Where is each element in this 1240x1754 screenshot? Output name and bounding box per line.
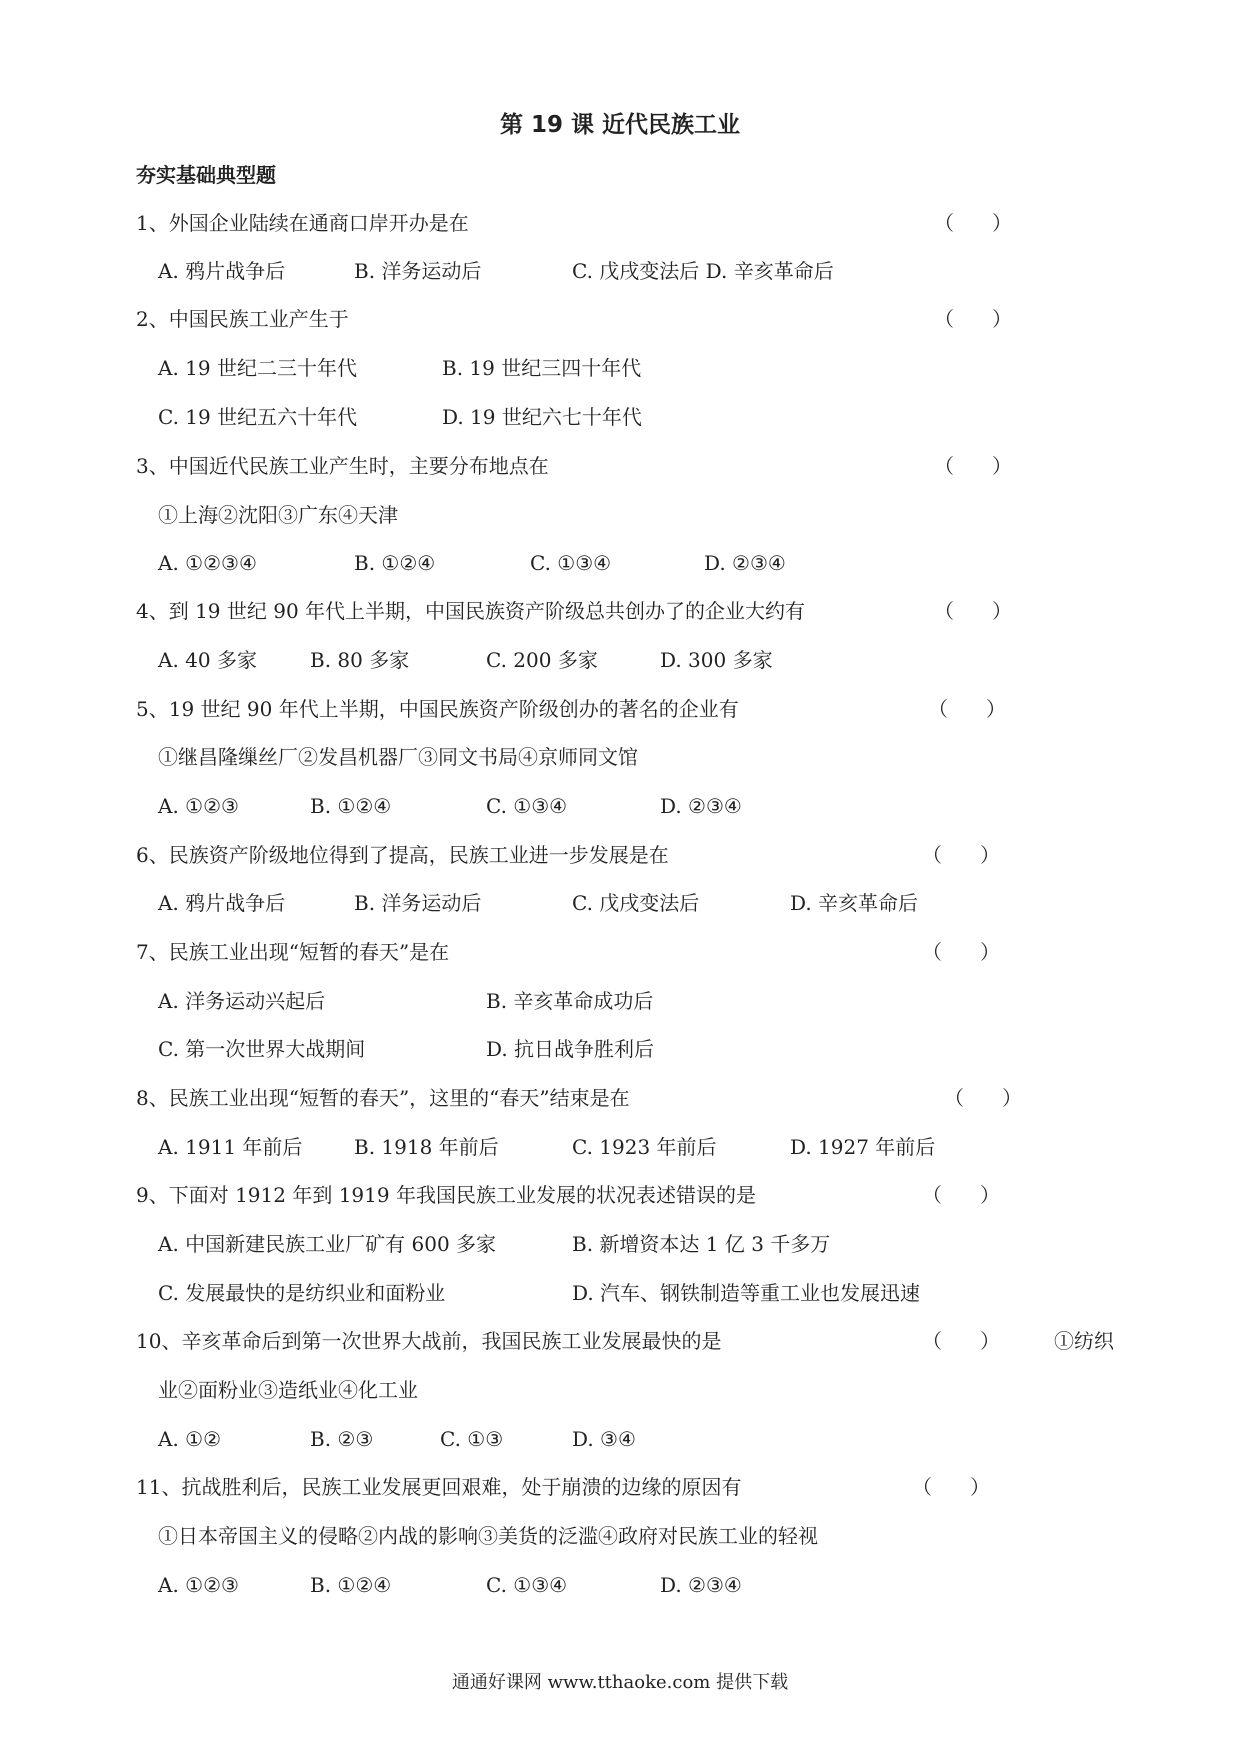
- question-2-answer-blank: （ ）: [934, 307, 1012, 331]
- question-6-stem: 6、民族资产阶级地位得到了提高，民族工业进一步发展是在: [136, 843, 669, 867]
- question-3-option-b: B. ①②④: [354, 551, 436, 575]
- question-4-option-b: B. 80 多家: [310, 648, 410, 672]
- section-heading: 夯实基础典型题: [136, 163, 276, 187]
- question-7-answer-blank: （ ）: [922, 940, 1000, 964]
- question-6-option-a: A. 鸦片战争后: [158, 891, 286, 915]
- question-6-option-b: B. 洋务运动后: [354, 891, 482, 915]
- question-2-option-c: C. 19 世纪五六十年代: [158, 405, 358, 429]
- question-10-items-start: ①纺织: [1054, 1329, 1114, 1353]
- question-4-option-a: A. 40 多家: [158, 648, 257, 672]
- question-5-items: ①继昌隆缫丝厂②发昌机器厂③同文书局④京师同文馆: [158, 745, 638, 769]
- question-3-stem: 3、中国近代民族工业产生时，主要分布地点在: [136, 454, 549, 478]
- question-11-items: ①日本帝国主义的侵略②内战的影响③美货的泛滥④政府对民族工业的轻视: [158, 1524, 818, 1548]
- question-11-option-a: A. ①②③: [158, 1573, 239, 1597]
- question-9-option-a: A. 中国新建民族工业厂矿有 600 多家: [158, 1232, 497, 1256]
- question-6-option-d: D. 辛亥革命后: [790, 891, 919, 915]
- question-10-option-a: A. ①②: [158, 1427, 222, 1451]
- page-footer: 通通好课网 www.tthaoke.com 提供下载: [451, 1672, 789, 1693]
- question-7-option-a: A. 洋务运动兴起后: [158, 989, 326, 1013]
- question-8-option-b: B. 1918 年前后: [354, 1135, 499, 1159]
- question-9-option-b: B. 新增资本达 1 亿 3 千多万: [572, 1232, 831, 1256]
- question-11-option-d: D. ②③④: [660, 1573, 742, 1597]
- question-10-stem: 10、辛亥革命后到第一次世界大战前，我国民族工业发展最快的是: [136, 1329, 722, 1353]
- question-1-answer-blank: （ ）: [934, 211, 1012, 235]
- question-11-option-c: C. ①③④: [486, 1573, 568, 1597]
- question-7-option-d: D. 抗日战争胜利后: [486, 1037, 655, 1061]
- question-6-answer-blank: （ ）: [922, 843, 1000, 867]
- question-1-stem: 1、外国企业陆续在通商口岸开办是在: [136, 211, 469, 235]
- question-10-option-b: B. ②③: [310, 1427, 374, 1451]
- question-5-option-a: A. ①②③: [158, 794, 239, 818]
- question-2-option-b: B. 19 世纪三四十年代: [442, 356, 642, 380]
- question-2-option-d: D. 19 世纪六七十年代: [442, 405, 642, 429]
- question-7-stem: 7、民族工业出现“短暂的春天”是在: [136, 940, 450, 964]
- question-3-option-d: D. ②③④: [704, 551, 786, 575]
- question-4-stem: 4、到 19 世纪 90 年代上半期，中国民族资产阶级总共创办了的企业大约有: [136, 599, 806, 623]
- question-10-answer-blank: （ ）: [922, 1329, 1000, 1353]
- question-11-answer-blank: （ ）: [912, 1475, 990, 1499]
- question-8-answer-blank: （ ）: [944, 1086, 1022, 1110]
- question-7-option-b: B. 辛亥革命成功后: [486, 989, 654, 1013]
- question-3-answer-blank: （ ）: [934, 454, 1012, 478]
- question-11-option-b: B. ①②④: [310, 1573, 392, 1597]
- question-1-option-cd: C. 戊戌变法后 D. 辛亥革命后: [572, 259, 834, 283]
- question-5-option-b: B. ①②④: [310, 794, 392, 818]
- question-10-items-cont: 业②面粉业③造纸业④化工业: [158, 1378, 418, 1402]
- question-5-option-d: D. ②③④: [660, 794, 742, 818]
- question-8-option-a: A. 1911 年前后: [158, 1135, 303, 1159]
- question-5-answer-blank: （ ）: [928, 697, 1006, 721]
- page-title: 第 19 课 近代民族工业: [499, 112, 741, 138]
- question-5-stem: 5、19 世纪 90 年代上半期，中国民族资产阶级创办的著名的企业有: [136, 697, 739, 721]
- question-9-option-c: C. 发展最快的是纺织业和面粉业: [158, 1281, 446, 1305]
- question-9-answer-blank: （ ）: [922, 1183, 1000, 1207]
- question-4-answer-blank: （ ）: [934, 599, 1012, 623]
- question-11-stem: 11、抗战胜利后，民族工业发展更回艰难，处于崩溃的边缘的原因有: [136, 1475, 742, 1499]
- question-4-option-d: D. 300 多家: [660, 648, 773, 672]
- question-10-option-d: D. ③④: [572, 1427, 636, 1451]
- question-3-option-c: C. ①③④: [530, 551, 612, 575]
- question-1-option-a: A. 鸦片战争后: [158, 259, 286, 283]
- question-8-option-d: D. 1927 年前后: [790, 1135, 936, 1159]
- question-4-option-c: C. 200 多家: [486, 648, 598, 672]
- question-2-option-a: A. 19 世纪二三十年代: [158, 356, 357, 380]
- question-10-option-c: C. ①③: [440, 1427, 504, 1451]
- question-7-option-c: C. 第一次世界大战期间: [158, 1037, 366, 1061]
- question-2-stem: 2、中国民族工业产生于: [136, 307, 349, 331]
- question-8-option-c: C. 1923 年前后: [572, 1135, 717, 1159]
- question-6-option-c: C. 戊戌变法后: [572, 891, 700, 915]
- question-5-option-c: C. ①③④: [486, 794, 568, 818]
- question-1-option-b: B. 洋务运动后: [354, 259, 482, 283]
- question-8-stem: 8、民族工业出现“短暂的春天”，这里的“春天”结束是在: [136, 1086, 630, 1110]
- question-9-option-d: D. 汽车、钢铁制造等重工业也发展迅速: [572, 1281, 921, 1305]
- question-9-stem: 9、下面对 1912 年到 1919 年我国民族工业发展的状况表述错误的是: [136, 1183, 756, 1207]
- question-3-option-a: A. ①②③④: [158, 551, 257, 575]
- question-3-items: ①上海②沈阳③广东④天津: [158, 503, 398, 527]
